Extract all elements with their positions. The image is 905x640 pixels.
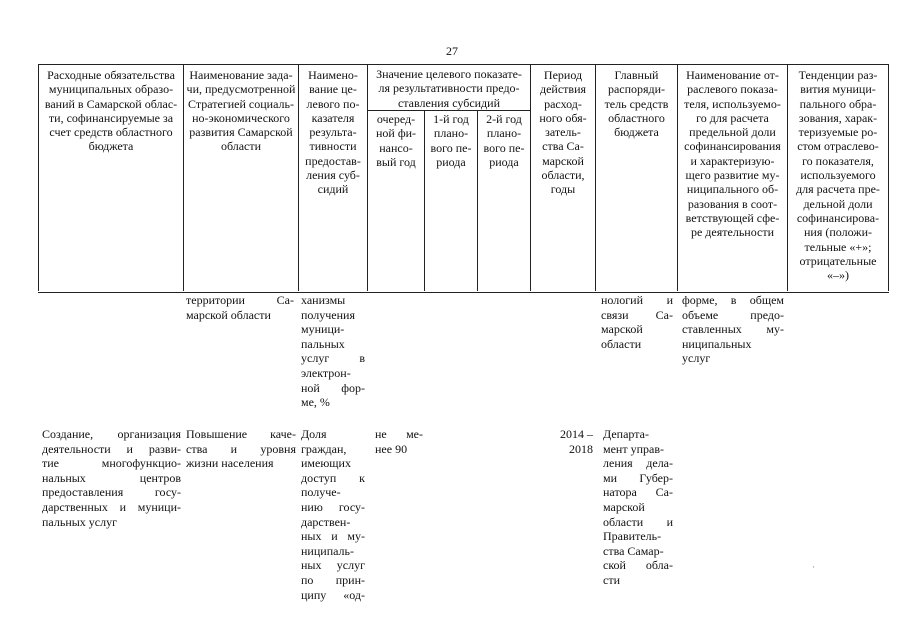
header-trends: Тенденции раз- вития муници- пального обра- зования, харак- теризуемые ро- стом отраслево- го показателя, используемого для расчета пре- дельной доли софинансирова- ния (положи- тельные «+»; отрицательные «–») (796, 68, 880, 283)
scan-speck: · (812, 562, 815, 572)
header-indicator: Наимено- вание це- левого по- казателя результа- тивности предостав- ления суб- сидий (305, 68, 361, 197)
continuation-manager: нологий и связи Са- марской области (601, 293, 673, 351)
row-main-manager: Департа- мент управ- ления дела- ми Губер- натора Са- марской области и Правитель- ства Самар- ской обла- сти (603, 427, 673, 587)
header-current-year: очеред- ной фи- нансо- вый год (375, 112, 417, 169)
row-task: Повышение каче- ства и уровня жизни населения (186, 427, 296, 471)
header-target-value: Значение целевого показате- ля результативности предо- ставления субсидий (376, 67, 522, 110)
row-indicator: Доля граждан, имеющих доступ к получе- нию госу- дарствен- ных и му- ниципаль- ных услуг по прин- ципу «од- (301, 427, 365, 602)
group-divider (367, 110, 530, 111)
header-plan-year-2: 2-й год плано- вого пе- риода (483, 112, 525, 169)
row-target-value: не ме- нее 90 (375, 427, 423, 456)
page-number: 27 (446, 44, 458, 58)
header-plan-year-1: 1-й год плано- вого пе- риода (430, 112, 472, 169)
header-period: Период действия расход- ного обя- затель- ства Са- марской области, годы (539, 68, 587, 197)
header-sector-indicator: Наименование от- раслевого показа- теля, используемо- го для расчета предельной доли софинансирования и характеризую- щего развитие му- ниципального об- разования в соот- ветствующей сфе- ре деятельности (684, 68, 781, 240)
row-obligation: Создание, организация деятельности и разви- тие многофункцио- нальных центров предоставления госу- дарственных и муници- пальных услуг (42, 427, 181, 529)
continuation-indicator: ханизмы получения муници- пальных услуг в электрон- ной фор- ме, % (301, 293, 365, 410)
col-divider (888, 64, 889, 291)
continuation-task: территории Са- марской области (186, 293, 294, 322)
header-main-manager: Главный распоряди- тель средств областного бюджета (604, 68, 669, 140)
row-period: 2014 – 2018 (560, 427, 593, 456)
continuation-sector-indicator: форме, в общем объеме предо- ставленных му- ниципальных услуг (682, 293, 784, 366)
header-obligations: Расходные обязательства муниципальных образо- ваний в Самарской облас- ти, софинансируемые за счет средств областного бюджета (44, 68, 178, 154)
header-task: Наименование зада- чи, предусмотренной Стратегией социаль- но-экономического развития Самарской области (186, 68, 296, 154)
